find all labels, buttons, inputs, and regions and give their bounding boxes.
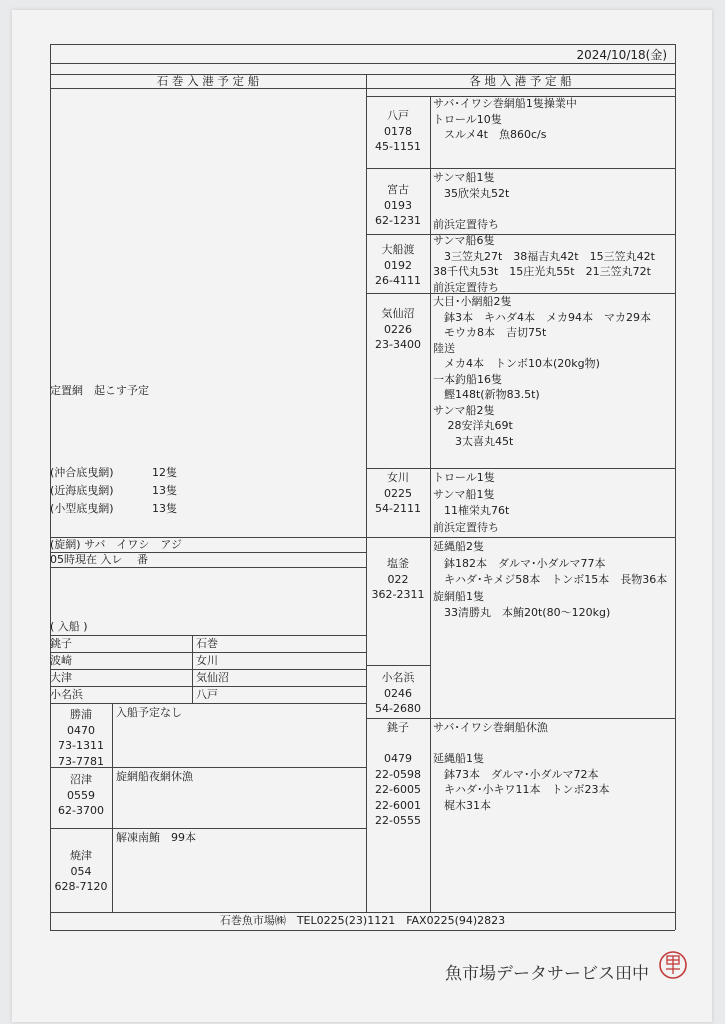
left-port-lines-yaizu [116, 830, 196, 846]
port-line: 解凍南鮪 99本 [116, 831, 196, 844]
region-line: メカ4本 トンボ10本(20kg物) [433, 357, 600, 370]
port-cell: 小名浜 [50, 688, 83, 701]
region-line: 大目･小網船2隻 [433, 295, 512, 308]
region-tel: 22-6001 [375, 798, 421, 812]
sokobiki-kogata-count: 13隻 [152, 502, 177, 515]
region-tel: 362-2311 [371, 588, 425, 601]
port-tel: 0559 [67, 788, 95, 802]
date-row-line [50, 63, 675, 64]
region-line: 延縄船2隻 [433, 540, 484, 553]
sokobiki-kogata-label: (小型底曳網) [50, 502, 114, 515]
port-tel: 628-7120 [54, 880, 108, 893]
right-column-title: 各 地 入 港 予 定 船 [469, 74, 572, 88]
port-tel: 73-1311 [58, 739, 104, 752]
left-port-info-yaizu [50, 848, 112, 895]
region-line: 33清勝丸 本鮪20t(80～120kg) [433, 606, 611, 619]
region-lines-ofunato [433, 233, 655, 295]
hanko-stamp-icon [658, 950, 688, 980]
port-cell: 大津 [50, 671, 72, 684]
sokobiki-okiai-label: (沖合底曳網) [50, 466, 114, 479]
region-lines-onagawa [433, 470, 509, 536]
region-name: 八戸 [387, 109, 409, 122]
signature: 魚市場データサービス田中 [445, 964, 649, 984]
region-info-miyako [366, 182, 430, 229]
region-line: 鉢73本 ダルマ･小ダルマ72本 [433, 767, 599, 781]
nyusen-label: ( 入船 ) [50, 620, 88, 633]
region-line: 前浜定置待ち [433, 280, 499, 294]
port-cell: 女川 [196, 654, 218, 667]
makiami-species: (旋網) サバ イワシ アジ [50, 538, 182, 551]
port-cell: 石巻 [196, 637, 218, 650]
document-date: 2024/10/18(金) [576, 48, 667, 62]
region-tel: 54-2111 [375, 502, 421, 515]
region-line: 3三笠丸27t 38福吉丸42t 15三笠丸42t [433, 249, 655, 263]
title-bottom-line [50, 88, 675, 89]
region-tel: 26-4111 [375, 274, 421, 287]
region-line: サバ･イワシ巻網船1隻操業中 [433, 97, 577, 110]
region-tel [366, 736, 430, 752]
region-info-hachinohe [366, 108, 430, 155]
region-tel: 45-1151 [375, 140, 421, 153]
region-tel: 22-0555 [375, 814, 421, 827]
region-line: 旋網船1隻 [433, 589, 484, 603]
region-tel: 54-2680 [375, 702, 421, 715]
footer-top-line [50, 912, 675, 913]
left-port-info-numazu [50, 772, 112, 819]
region-info-ofunato [366, 242, 430, 289]
region-line: 前浜定置待ち [433, 217, 499, 231]
region-name: 銚子 [387, 721, 409, 734]
left-column-title: 石 巻 入 港 予 定 船 [156, 74, 260, 88]
region-lines-shiogama [433, 539, 667, 622]
port-name: 勝浦 [70, 708, 92, 721]
document-sheet [12, 10, 712, 1022]
port-cell: 波崎 [50, 654, 72, 667]
region-line: 3太喜丸45t [433, 434, 514, 448]
sokobiki-okiai-count: 12隻 [152, 466, 177, 479]
region-line: キハダ･キメジ58本 トンボ15本 長物36本 [433, 573, 668, 586]
port-line: 旋網船夜網休漁 [116, 770, 193, 783]
region-tel: 22-0598 [375, 767, 421, 781]
region-line [433, 201, 509, 217]
port-tel: 0470 [67, 723, 95, 737]
region-lines-choshi [433, 720, 610, 813]
frame-bottom [50, 930, 675, 931]
region-line: サンマ船6隻 [433, 234, 495, 247]
region-tel: 23-3400 [375, 338, 421, 351]
region-line: サンマ船2隻 [433, 403, 495, 417]
region-tel: 0479 [384, 752, 412, 765]
region-info-onagawa [366, 470, 430, 517]
region-line [433, 736, 610, 752]
port-tel: 054 [70, 864, 92, 878]
frame-right [675, 44, 676, 930]
region-line: トロール1隻 [433, 471, 495, 484]
region-line: モウカ8本 吉切75t [433, 326, 547, 339]
region-tel: 0178 [384, 124, 412, 138]
region-name: 塩釜 [387, 557, 409, 570]
footer-contact: 石巻魚市場㈱ TEL0225(23)1121 FAX0225(94)2823 [219, 914, 506, 927]
port-tel: 73-7781 [58, 754, 104, 768]
region-lines-hachinohe [433, 96, 577, 143]
region-line: 35欣栄丸52t [433, 186, 510, 200]
region-line: トロール10隻 [433, 112, 502, 126]
region-line: 28安洋丸69t [433, 419, 513, 432]
region-info-choshi [366, 720, 430, 829]
region-tel: 0225 [384, 486, 412, 500]
sokobiki-kinkai-count: 13隻 [152, 484, 177, 497]
port-name: 焼津 [70, 849, 92, 862]
region-line: 11榷栄丸76t [433, 504, 510, 517]
port-tel: 62-3700 [58, 804, 104, 817]
left-port-lines-numazu [116, 769, 193, 785]
frame-top [50, 44, 675, 45]
teichi-ami-note: 定置網 起こす予定 [50, 384, 149, 397]
region-tel: 0246 [384, 686, 412, 700]
region-line: 鉢182本 ダルマ･小ダルマ77本 [433, 556, 606, 570]
region-tel: 22-6005 [375, 783, 421, 796]
region-info-onahama [366, 670, 430, 717]
region-name: 女川 [387, 471, 409, 484]
sokobiki-kinkai-label: (近海底曳網) [50, 484, 114, 497]
left-port-name-divider [112, 703, 113, 912]
ire-status: 05時現在 入レ 番 [50, 553, 148, 566]
region-tel: 0226 [384, 322, 412, 336]
region-line: 梶木31本 [433, 798, 491, 812]
region-line: スルメ4t 魚860c/s [433, 128, 547, 141]
region-line: サバ･イワシ巻網船休漁 [433, 721, 548, 734]
port-cell: 八戸 [196, 688, 218, 701]
region-line: 延縄船1隻 [433, 752, 484, 765]
region-line: サンマ船1隻 [433, 171, 495, 184]
region-tel: 0192 [384, 258, 412, 272]
region-line: 38千代丸53t 15庄光丸55t 21三笠丸72t [433, 265, 651, 278]
region-line: 鰹148t(新物83.5t) [433, 388, 540, 401]
port-cell: 銚子 [50, 637, 72, 650]
region-info-kesennuma [366, 306, 430, 353]
region-name: 気仙沼 [381, 307, 415, 320]
left-port-lines-katsuura [116, 705, 182, 721]
region-name: 小名浜 [381, 671, 415, 684]
region-name: 宮古 [387, 183, 409, 196]
region-tel: 022 [387, 572, 409, 586]
region-tel: 0193 [384, 198, 412, 212]
region-line: 鉢3本 キハダ4本 メカ94本 マカ29本 [433, 310, 651, 324]
region-name-divider [430, 96, 431, 912]
region-line: サンマ船1隻 [433, 487, 495, 501]
ports-table-divider [192, 635, 193, 703]
region-name: 大船渡 [381, 243, 415, 256]
region-tel: 62-1231 [375, 214, 421, 227]
left-port-info-katsuura [50, 707, 112, 769]
region-line: 一本釣船16隻 [433, 372, 502, 386]
region-lines-kesennuma [433, 294, 651, 449]
region-line: 前浜定置待ち [433, 520, 499, 534]
region-line: キハダ･小キワ11本 トンボ23本 [433, 783, 610, 796]
port-line: 入船予定なし [116, 706, 182, 719]
region-line: 陸送 [433, 341, 455, 355]
region-info-shiogama [366, 556, 430, 603]
port-cell: 気仙沼 [196, 671, 229, 684]
region-lines-miyako [433, 170, 509, 232]
port-name: 沼津 [70, 773, 92, 786]
